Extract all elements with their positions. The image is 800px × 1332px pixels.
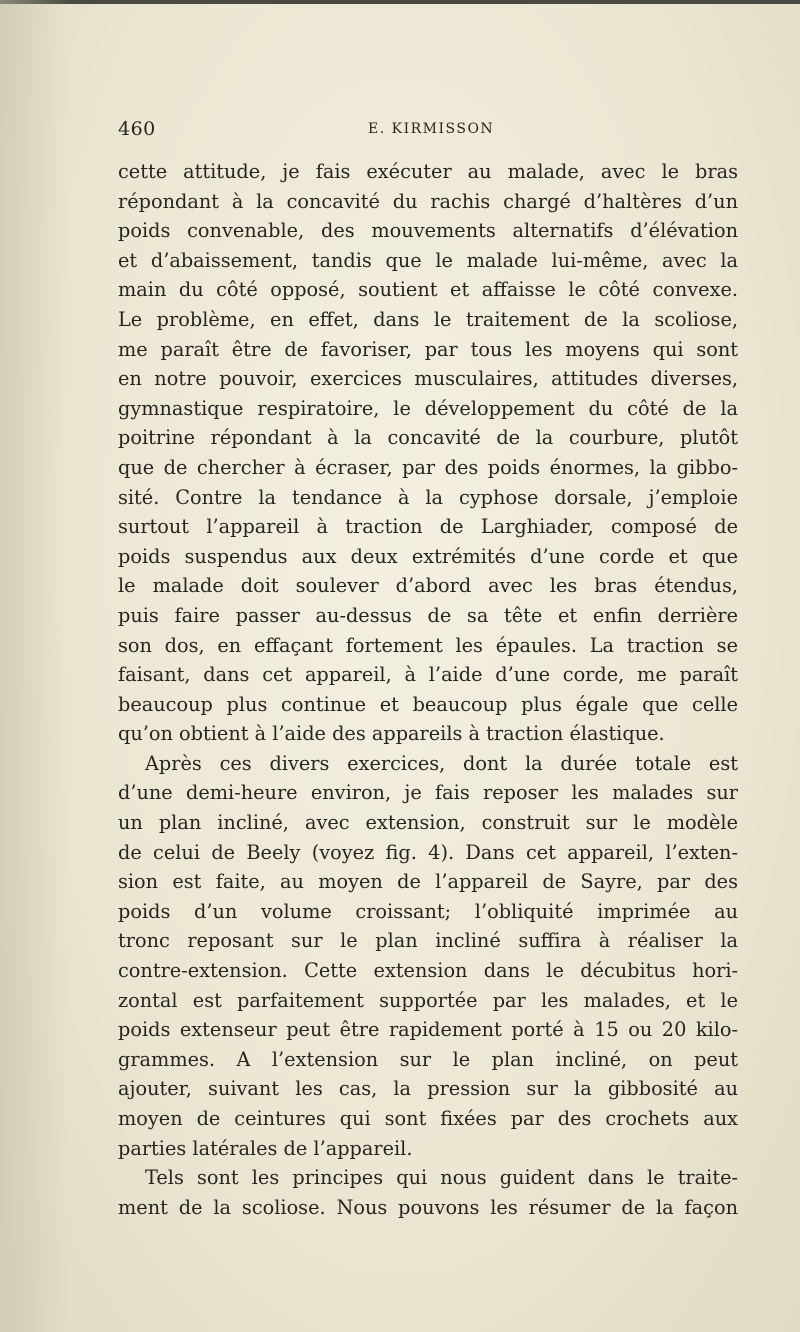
text-line: ajouter, suivant les cas, la pression sur la gibbosité au — [118, 1077, 738, 1101]
text-line: que de chercher à écraser, par des poids énormes, la gibbo- — [118, 455, 738, 479]
text-line: grammes. A l’extension sur le plan incliné, on peut — [118, 1047, 738, 1071]
text-line: de celui de Beely (voyez fig. 4). Dans cet appareil, l’exten- — [118, 840, 738, 864]
text-line: répondant à la concavité du rachis chargé d’haltères d’un — [118, 189, 738, 213]
text-line: puis faire passer au-dessus de sa tête et enfin derrière — [118, 603, 738, 627]
text-line: Le problème, en effet, dans le traitement de la scoliose, — [118, 307, 738, 331]
text-line: beaucoup plus continue et beaucoup plus égale que celle — [118, 692, 738, 716]
text-line: faisant, dans cet appareil, à l’aide d’une corde, me paraît — [118, 663, 738, 687]
text-line: moyen de ceintures qui sont fixées par des crochets aux — [118, 1107, 738, 1130]
text-line: tronc reposant sur le plan incliné suffira à réaliser la — [118, 929, 738, 953]
text-line: me paraît être de favoriser, par tous les moyens qui sont — [118, 337, 738, 361]
text-line: poids convenable, des mouvements alternatifs d’élévation — [118, 219, 738, 243]
text-line: poids d’un volume croissant; l’obliquité imprimée au — [118, 899, 738, 923]
text-line: contre-extension. Cette extension dans le décubitus hori- — [118, 959, 738, 983]
body-text — [118, 157, 738, 1222]
text-line: parties latérales de l’appareil. — [118, 1136, 413, 1160]
text-line: un plan incliné, avec extension, construit sur le modèle — [118, 811, 738, 835]
text-line: le malade doit soulever d’abord avec les bras étendus, — [118, 574, 738, 598]
text-line: poids extenseur peut être rapidement porté à 15 ou 20 kilo- — [118, 1018, 738, 1042]
page-gutter-shadow — [0, 0, 70, 1332]
text-line: et d’abaissement, tandis que le malade lui-même, avec la — [118, 248, 738, 272]
text-line: zontal est parfaitement supportée par les malades, et le — [118, 988, 738, 1012]
paragraph-start-line: Tels sont les principes qui nous guident dans le traite- — [145, 1166, 738, 1190]
text-line: ment de la scoliose. Nous pouvons les résumer de la façon — [118, 1195, 738, 1219]
paragraph-start-line: Après ces divers exercices, dont la durée totale est — [145, 751, 738, 775]
text-line: main du côté opposé, soutient et affaisse le côté convexe. — [118, 278, 738, 302]
text-line: gymnastique respiratoire, le développement du côté de la — [118, 396, 738, 420]
text-line: qu’on obtient à l’aide des appareils à traction élastique. — [118, 722, 665, 746]
page-header — [118, 118, 738, 142]
text-line: son dos, en effaçant fortement les épaules. La traction se — [118, 633, 738, 657]
running-head: E. KIRMISSON — [368, 121, 495, 137]
text-line: d’une demi-heure environ, je fais reposer les malades sur — [118, 781, 738, 805]
text-line: poitrine répondant à la concavité de la courbure, plutôt — [118, 426, 738, 450]
text-line: en notre pouvoir, exercices musculaires, attitudes diverses, — [118, 367, 738, 391]
text-line: surtout l’appareil à traction de Larghiader, composé de — [118, 515, 738, 539]
page-number: 460 — [118, 118, 156, 140]
text-line: sité. Contre la tendance à la cyphose dorsale, j’emploie — [118, 485, 738, 509]
text-line: poids suspendus aux deux extrémités d’une corde et que — [118, 544, 738, 568]
text-line: cette attitude, je fais exécuter au malade, avec le bras — [118, 160, 738, 183]
text-line: sion est faite, au moyen de l’appareil de Sayre, par des — [118, 870, 738, 894]
top-border — [0, 0, 800, 4]
